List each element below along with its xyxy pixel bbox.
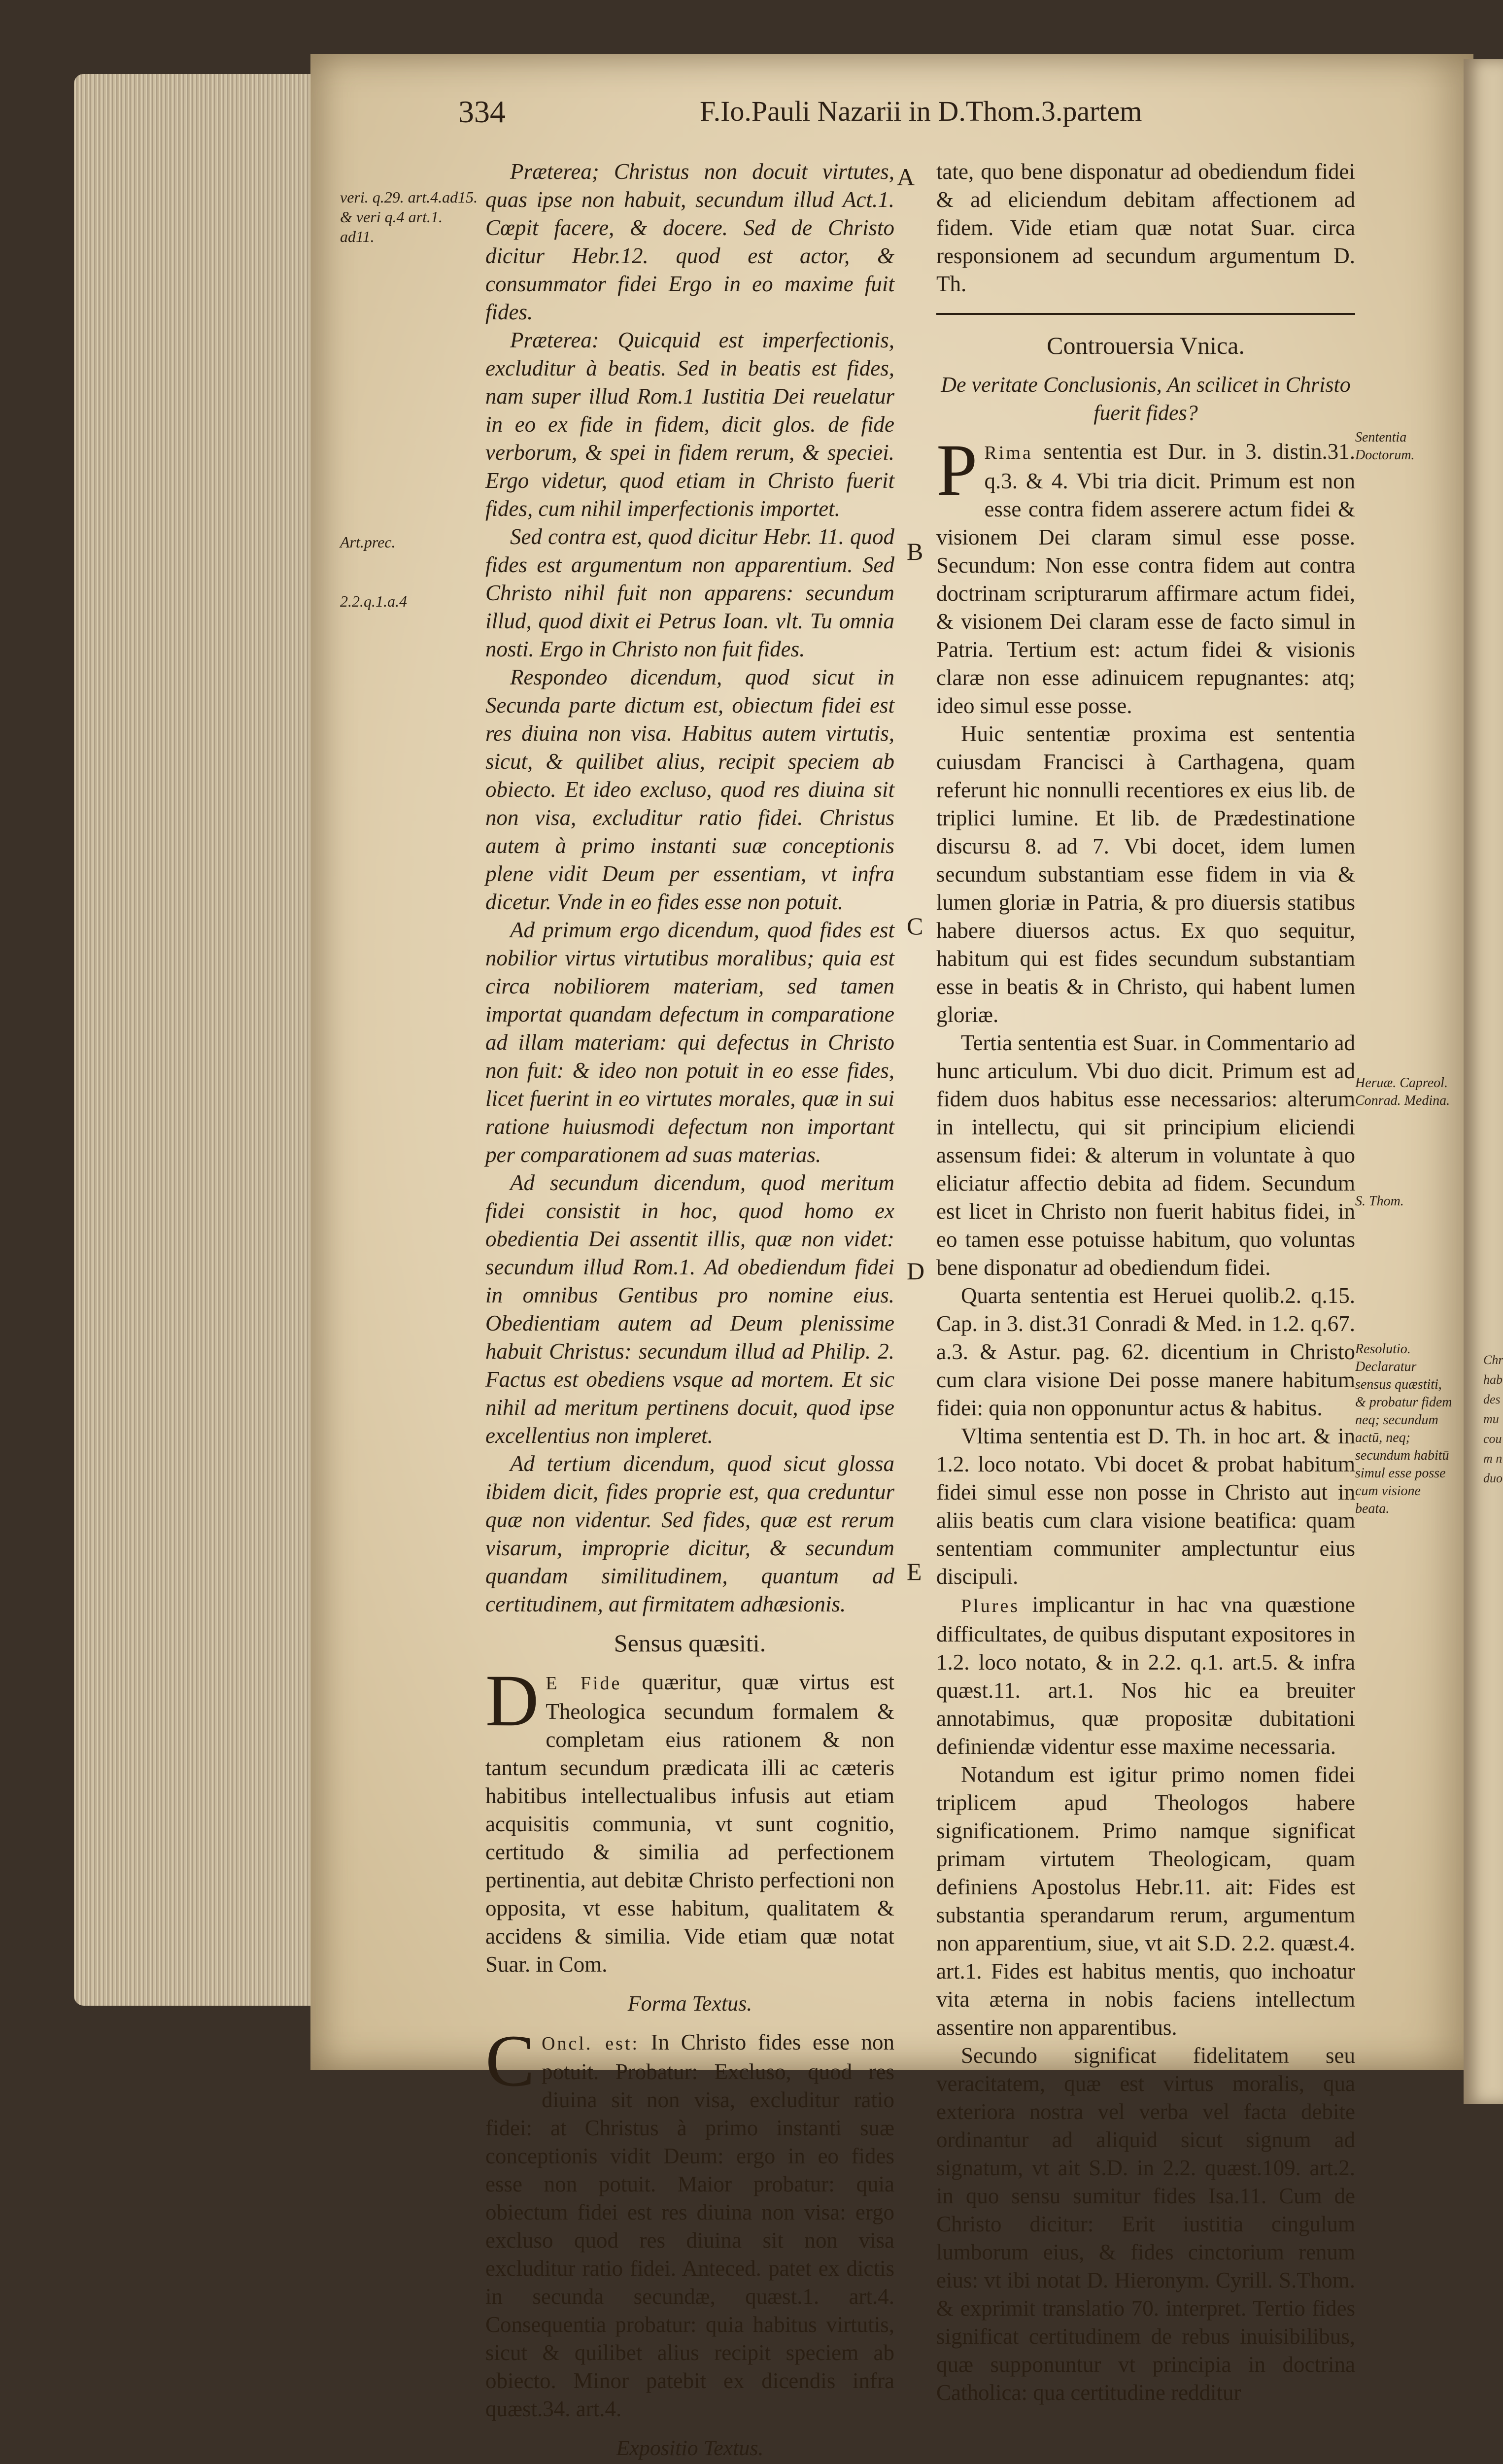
right-column (936, 158, 1355, 2407)
left-column (485, 158, 894, 2464)
paragraph-secundo: Secundo significat fidelitatem seu veracitatem, quæ est virtus moralis, qua exteriora nostra vel verba vel facta debite ordinantur ad aliquid sicut signum ad signatum, vt ait S.D. in 2.2. quæst.109. art.2. in quo sensu sumitur fides Isa.11. Cum de Christo dicitur: Erit iustitia cingulum lumborum eius, & fides cinctorium renum eius: vt ibi notat D. Hieronym. Cyrill. S.Thom. & exprimit translatio 70. interpret. Tertio fides significat certitudinem de rebus inuisibilibus, quæ supponuntur vt principia in doctrina Catholica: qua certitudine redditur (936, 2043, 1355, 2405)
paragraph-praeterea-1: Præterea; Christus non docuit virtutes, quas ipse non habuit, secundum illud Act.1. Cœpit facere, & docere. Sed de Christo dicitur Hebr.12. quod est actor, & consummator fidei Ergo in eo maxime fuit fides. (485, 159, 894, 324)
heading-expositio-textus: Expositio Textus. (616, 2436, 764, 2460)
lead-words: Rima (984, 443, 1033, 463)
heading-sensus-quaesiti: Sensus quæsiti. (614, 1629, 766, 1657)
section-letter-a: A (897, 163, 915, 191)
paragraph-prima-sententia (936, 429, 1355, 720)
facing-page-text: Chr hab des mu cou m n duo (1483, 1353, 1503, 1485)
margin-note-left-1: veri. q.29. art.4.ad15. & veri q.4 art.1. ad11. (340, 188, 478, 245)
margin-note-right-3: S. Thom. (1355, 1194, 1404, 1209)
section-letter-d: D (907, 1257, 925, 1285)
running-header (458, 89, 1168, 143)
paragraph-concl (485, 2020, 895, 2423)
paragraph-prima-text: sententia est Dur. in 3. distin.31. q.3. & 4. Vbi tria dicit. Primum est non esse contra fidem asserere actum fidei & visionem Dei claram simul esse posse. Secundum: Non esse contra fidem aut contra doctrinam scripturarum affirmare actum fidei, & visionem Dei claram esse de facto simul in Patria. Tertium est: actum fidei & visionis claræ non esse adinuicem repugnantes: atq; ideo simul esse posse. (936, 439, 1355, 718)
paragraph-vltima-sententia: Vltima sententia est D. Th. in hoc art. & in 1.2. loco notato. Vbi docet & probat habitum fidei simul esse non posse in Christo aut in aliis beatis cum clara visione beatifica: quam sententiam communiter amplectuntur eius discipuli. (936, 1424, 1355, 1589)
drop-cap-c: C (485, 2020, 535, 2102)
paragraph-respondeo: Respondeo dicendum, quod sicut in Secunda parte dictum est, obiectum fidei est res diuina non visa. Habitus autem virtutis, sicut, & quilibet alius, recipit speciem ab obiecto. Et ideo excluso, quod res diuina sit non visa, excluditur ratio fidei. Christus autem à primo instanti suæ conceptionis plene vidit Deum per essentiam, vt infra dicetur. Vnde in eo fides esse non potuit. (485, 665, 894, 914)
lead-words: Plures (961, 1596, 1020, 1616)
paragraph-huic-sententiae: Huic sententiæ proxima est sententia cuiusdam Francisci à Carthagena, quam referunt hic nonnulli recentiores ex eius lib. de triplici lumine. Et lib. de Prædestinatione discursu 8. ad 7. Vbi docet, idem lumen secundum substantiam esse fidem in via & lumen gloriæ in Patria, & pro diuersis statibus habere diuersos actus. Ex quo sequitur, habitum qui est fides secundum substantiam esse in beatis & in Christo, qui habent lumen gloriæ. (936, 721, 1355, 1027)
margin-note-right-2: Heruæ. Capreol. Conrad. Medina. (1355, 1075, 1450, 1108)
paragraph-plures-text: implicantur in hac vna quæstione difficultates, de quibus disputant expositores in 1.2. loco notato, & in 2.2. q.1. art.5. & infra quæst.11. art.1. Nos hic ea breuiter annotabimus, quæ propositæ dubitationi definiendæ videntur esse maxime necessaria. (936, 1592, 1356, 1759)
drop-cap-d: D (485, 1660, 539, 1742)
book-page-edges (74, 74, 320, 2006)
heading-controuersia: Controuersia Vnica. (1047, 332, 1245, 359)
paragraph-ad-tertium: Ad tertium dicendum, quod sicut glossa ibidem dicit, fides proprie est, qua creduntur quæ non videntur. Sed fides, quæ est rerum visarum, improprie dicitur, & secundum quandam similitudinem, quantum ad certitudinem, aut firmitatem adhæsionis. (485, 1451, 894, 1616)
facing-page (1464, 59, 1503, 2104)
heading-forma-textus: Forma Textus. (627, 1991, 752, 2016)
paragraph-plures (936, 1591, 1355, 1761)
paragraph-ad-secundum: Ad secundum dicendum, quod meritum fidei consistit in hoc, quod homo ex obedientia Dei assentit illis, quæ non videt: secundum illud Rom.1. Ad obediendum fidei in omnibus Gentibus pro nomine eius. Obedientiam autem ad Deum plenissime habuit Christus: secundum illud ad Philip. 2. Factus est obediens vsque ad mortem. Et sic nihil ad meritum pertinens docuit, quod ipse excellentius non impleret. (485, 1170, 894, 1448)
paragraph-notandum: Notandum est igitur primo nomen fidei triplicem apud Theologos habere significationem. Primo namque significat primam virtutem Theologicam, quam definiens Apostolus Hebr.11. ait: Fides est substantia sperandarum rerum, argumentum non apparentium, siue, vt ait S.D. 2.2. quæst.4. art.1. Fides est habitus mentis, quo inchoatur vita æterna in nobis faciens intellectum assentire non apparentibus. (936, 1762, 1355, 2040)
paragraph-de-fide-text: quæritur, quæ virtus est Theologica secundum formalem & completam eius rationem & non tantum secundum prædicata illi ac cæteris habitibus intellectualibus infusis aut etiam acquisitis communia, vt sunt cognitio, certitudo & similia ad perfectionem pertinentia, aut debitæ Christo perfectioni non opposita, vt esse habitum, qualitatem & accidens & similia. Vide etiam quæ notat Suar. in Com. (485, 1670, 894, 1977)
paragraph-continuation: tate, quo bene disponatur ad obediendum fidei & ad eliciendum debitam affectionem ad fidem. Vide etiam quæ notat Suar. circa responsionem ad secundum argumentum D. Th. (936, 159, 1355, 296)
running-title: F.Io.Pauli Nazarii in D.Thom.3.partem (700, 95, 1142, 127)
section-letter-b: B (907, 538, 923, 565)
paragraph-ad-primum: Ad primum ergo dicendum, quod fides est nobilior virtus virtutibus moralibus; quia est circa nobiliorem materiam, sed tamen importat quandam defectum in comparatione ad illam materiam: qui defectus in Christo non fuit: & ideo non potuit in eo esse fides, licet fuerint in eo virtutes morales, quæ in sui ratione huiusmodi defectum non important per comparationem ad suas materias. (485, 918, 894, 1167)
divider-rule (936, 313, 1355, 315)
lead-words: Oncl. est: (542, 2033, 640, 2054)
paragraph-tertia-sententia: Tertia sententia est Suar. in Commentario ad hunc articulum. Vbi duo dicit. Primum est ad fidem duos habitus esse necessarios: alterum in intellectu, qui sit principium eliciendi assensum fidei: & alterum in voluntate à quo eliciatur affectio debita ad fidem. Secundum est licet in Christo non fuerit habitus fidei, in eo tamen esse potuisse habitum, quo voluntas bene disponatur ad obediendum fidei. (936, 1030, 1355, 1280)
margin-note-right-1: Sententia Doctorum. (1355, 430, 1415, 463)
margin-note-right-4: Resolutio. Declaratur sensus quæstiti, & probatur fidem neq; secundum actū, neq; secundum habitū simul esse posse cum visione beata. (1355, 1341, 1452, 1516)
paragraph-concl-text: In Christo fides esse non potuit. Probatur: Excluso, quod res diuina sit non visa, excluditur ratio fidei: at Christus à primo instanti suæ conceptionis vidit Deum: ergo in eo fides esse non potuit. Maior probatur: quia obiectum fidei est res diuina non visa: ergo excluso quod res diuina sit non visa excluditur ratio fidei. Anteced. patet ex dictis in secunda secundæ, quæst.1. art.4. Consequentia probatur: quia habitus virtutis, sicut & quilibet alius recipit speciem ab obiecto. Minor patebit ex dicendis infra quæst.34. art.4. (485, 2030, 895, 2421)
margin-note-left-2: Art.prec. (340, 533, 396, 551)
subheading-de-veritate: De veritate Conclusionis, An scilicet in Christo fuerit fides? (941, 373, 1351, 425)
section-letter-c: C (907, 912, 923, 940)
paragraph-praeterea-2: Præterea: Quicquid est imperfectionis, excluditur à beatis. Sed in beatis est fides, nam super illud Rom.1 Iustitia Dei reuelatur in eo ex fide in fidem, dicit glos. de fide verborum, & spei in fidem rerum, & speciei. Ergo videtur, quod etiam in Christo fuerit fides, cum nihil imperfectionis importet. (485, 328, 894, 521)
lead-words: E Fide (546, 1673, 622, 1694)
paragraph-quarta-sententia: Quarta sententia est Heruei quolib.2. q.15. Cap. in 3. dist.31 Conradi & Med. in 1.2. q.67. a.3. & Astur. pag. 62. dicentium in Christo cum clara visione Dei posse manere habitum fidei: quia non opponuntur actus & habitus. (936, 1283, 1355, 1420)
paragraph-sed-contra: Sed contra est, quod dicitur Hebr. 11. quod fides est argumentum non apparentium. Sed Christo nihil fuit non apparens: secundum illud, quod dixit ei Petrus Ioan. vlt. Tu omnia nosti. Ergo in Christo non fuit fides. (485, 524, 894, 661)
drop-cap-p: P (936, 429, 978, 511)
margin-note-left-3: 2.2.q.1.a.4 (340, 592, 407, 610)
page-number: 334 (458, 94, 506, 129)
paragraph-de-fide (485, 1660, 894, 1979)
section-letter-e: E (907, 1558, 922, 1585)
